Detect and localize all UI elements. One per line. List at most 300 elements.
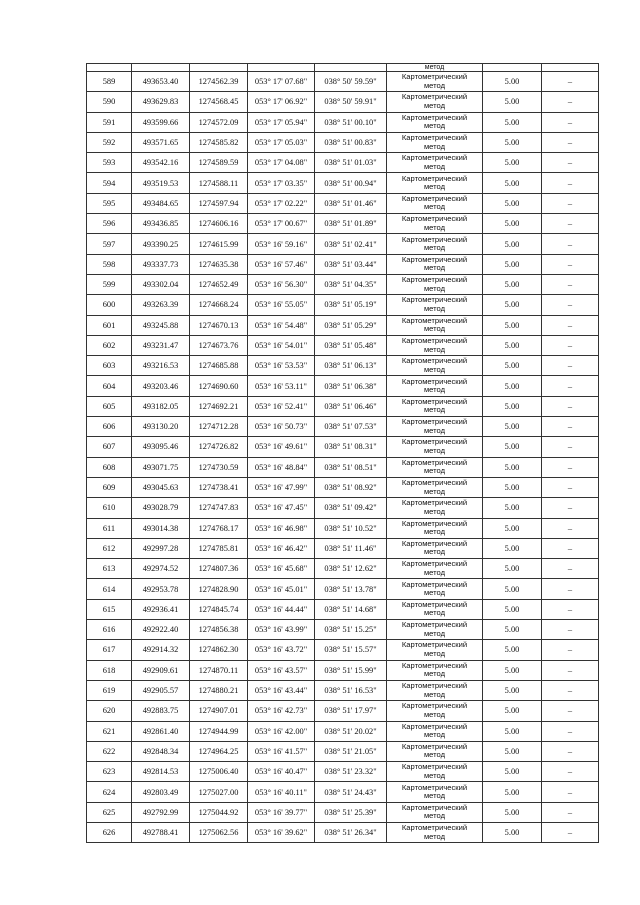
method-cell (387, 376, 483, 396)
method-line2: метод (423, 425, 446, 435)
method-line2: метод (423, 506, 446, 516)
accuracy-cell: 5.00 (483, 234, 542, 254)
method-line2: метод (423, 222, 446, 232)
method-line2: метод (423, 689, 446, 699)
longitude-cell: 038° 51' 09.42" (315, 498, 387, 518)
latitude-cell: 053° 16' 49.61" (248, 437, 315, 457)
x-coordinate-cell: 493245.88 (132, 315, 190, 335)
method-cell (387, 822, 483, 842)
accuracy-cell: 5.00 (483, 782, 542, 802)
longitude-cell: 038° 51' 00.83" (315, 132, 387, 152)
latitude-cell: 053° 16' 54.48" (248, 315, 315, 335)
longitude-cell: 038° 51' 05.19" (315, 295, 387, 315)
method-line2: метод (423, 121, 446, 131)
accuracy-cell: 5.00 (483, 295, 542, 315)
dash-cell: – (542, 498, 599, 518)
latitude-cell: 053° 16' 57.46" (248, 254, 315, 274)
x-coordinate-cell: 492814.53 (132, 762, 190, 782)
table-row (87, 559, 599, 579)
point-number-cell: 601 (87, 315, 132, 335)
x-coordinate-cell: 493599.66 (132, 112, 190, 132)
dash-cell: – (542, 599, 599, 619)
cell (542, 64, 599, 72)
table-row (87, 640, 599, 660)
longitude-cell: 038° 51' 23.32" (315, 762, 387, 782)
y-coordinate-cell: 1275062.56 (190, 822, 248, 842)
accuracy-cell: 5.00 (483, 741, 542, 761)
table-row (87, 376, 599, 396)
y-coordinate-cell: 1274589.59 (190, 153, 248, 173)
method-cell (387, 782, 483, 802)
longitude-cell: 038° 50' 59.91" (315, 92, 387, 112)
longitude-cell: 038° 51' 13.78" (315, 579, 387, 599)
dash-cell: – (542, 701, 599, 721)
method-line2: метод (423, 791, 446, 801)
table-row (87, 396, 599, 416)
point-number-cell: 611 (87, 518, 132, 538)
method-cell (387, 559, 483, 579)
table-row (87, 72, 599, 92)
latitude-cell: 053° 16' 42.00" (248, 721, 315, 741)
latitude-cell: 053° 16' 45.01" (248, 579, 315, 599)
longitude-cell: 038° 51' 10.52" (315, 518, 387, 538)
latitude-cell: 053° 16' 56.30" (248, 274, 315, 294)
point-number-cell: 620 (87, 701, 132, 721)
longitude-cell: 038° 51' 15.25" (315, 620, 387, 640)
method-line1: Картометрический (401, 741, 468, 751)
point-number-cell: 603 (87, 356, 132, 376)
dash-cell: – (542, 660, 599, 680)
method-line2: метод (423, 161, 446, 171)
latitude-cell: 053° 16' 43.72" (248, 640, 315, 660)
method-line2: метод (423, 831, 446, 841)
point-number-cell: 608 (87, 457, 132, 477)
x-coordinate-cell: 493028.79 (132, 498, 190, 518)
latitude-cell: 053° 16' 43.44" (248, 680, 315, 700)
table-row (87, 437, 599, 457)
table-row (87, 579, 599, 599)
accuracy-cell: 5.00 (483, 538, 542, 558)
y-coordinate-cell: 1274880.21 (190, 680, 248, 700)
dash-cell: – (542, 579, 599, 599)
latitude-cell: 053° 16' 39.77" (248, 802, 315, 822)
method-line1: Картометрический (401, 478, 468, 488)
method-line1: Картометрический (401, 559, 468, 569)
longitude-cell: 038° 51' 24.43" (315, 782, 387, 802)
dash-cell: – (542, 335, 599, 355)
longitude-cell: 038° 51' 14.68" (315, 599, 387, 619)
x-coordinate-cell: 493231.47 (132, 335, 190, 355)
method-cell (387, 295, 483, 315)
latitude-cell: 053° 17' 00.67" (248, 214, 315, 234)
method-line1: Картометрический (401, 579, 468, 589)
point-number-cell: 600 (87, 295, 132, 315)
dash-cell: – (542, 417, 599, 437)
y-coordinate-cell: 1274862.30 (190, 640, 248, 660)
cell (315, 64, 387, 72)
table-row (87, 295, 599, 315)
method-line1: Картометрический (401, 802, 468, 812)
method-cell (387, 173, 483, 193)
method-line1: Картометрический (401, 214, 468, 224)
longitude-cell: 038° 51' 03.44" (315, 254, 387, 274)
point-number-cell: 613 (87, 559, 132, 579)
latitude-cell: 053° 16' 53.11" (248, 376, 315, 396)
method-cell (387, 274, 483, 294)
longitude-cell: 038° 51' 25.39" (315, 802, 387, 822)
method-cell (387, 92, 483, 112)
latitude-cell: 053° 17' 06.92" (248, 92, 315, 112)
table-row (87, 315, 599, 335)
method-line1: Картометрический (401, 823, 468, 833)
point-number-cell: 614 (87, 579, 132, 599)
method-cell (387, 64, 483, 72)
latitude-cell: 053° 17' 04.08" (248, 153, 315, 173)
longitude-cell: 038° 51' 26.34" (315, 822, 387, 842)
y-coordinate-cell: 1274907.01 (190, 701, 248, 721)
point-number-cell: 625 (87, 802, 132, 822)
table-row (87, 762, 599, 782)
point-number-cell: 599 (87, 274, 132, 294)
dash-cell: – (542, 112, 599, 132)
accuracy-cell: 5.00 (483, 518, 542, 538)
y-coordinate-cell: 1274668.24 (190, 295, 248, 315)
point-number-cell: 591 (87, 112, 132, 132)
y-coordinate-cell: 1274726.82 (190, 437, 248, 457)
longitude-cell: 038° 51' 01.89" (315, 214, 387, 234)
method-cell (387, 396, 483, 416)
method-cell (387, 477, 483, 497)
latitude-cell: 053° 16' 43.99" (248, 620, 315, 640)
y-coordinate-cell: 1275027.00 (190, 782, 248, 802)
method-cell (387, 112, 483, 132)
longitude-cell: 038° 51' 21.05" (315, 741, 387, 761)
dash-cell: – (542, 822, 599, 842)
method-line2: метод (423, 770, 446, 780)
accuracy-cell: 5.00 (483, 559, 542, 579)
dash-cell: – (542, 396, 599, 416)
x-coordinate-cell: 492997.28 (132, 538, 190, 558)
accuracy-cell: 5.00 (483, 721, 542, 741)
table-row (87, 274, 599, 294)
method-line1: Картометрический (401, 193, 468, 203)
dash-cell: – (542, 538, 599, 558)
point-number-cell: 604 (87, 376, 132, 396)
point-number-cell: 605 (87, 396, 132, 416)
method-line2: метод (423, 344, 446, 354)
table-row (87, 417, 599, 437)
method-line1: Картометрический (401, 376, 468, 386)
latitude-cell: 053° 16' 39.62" (248, 822, 315, 842)
method-cell (387, 72, 483, 92)
y-coordinate-cell: 1274673.76 (190, 335, 248, 355)
method-cell (387, 762, 483, 782)
accuracy-cell: 5.00 (483, 173, 542, 193)
point-number-cell: 618 (87, 660, 132, 680)
y-coordinate-cell: 1274652.49 (190, 274, 248, 294)
method-line2: метод (423, 466, 446, 476)
method-line1: Картометрический (401, 133, 468, 143)
method-cell (387, 214, 483, 234)
longitude-cell: 038° 51' 16.53" (315, 680, 387, 700)
method-line1: Картометрический (401, 538, 468, 548)
dash-cell: – (542, 640, 599, 660)
method-cell (387, 741, 483, 761)
accuracy-cell: 5.00 (483, 660, 542, 680)
accuracy-cell: 5.00 (483, 477, 542, 497)
method-line1: Картометрический (401, 173, 468, 183)
method-line2: метод (423, 100, 446, 110)
table-row (87, 822, 599, 842)
accuracy-cell: 5.00 (483, 457, 542, 477)
continued-row (87, 64, 599, 72)
table-row (87, 153, 599, 173)
accuracy-cell: 5.00 (483, 620, 542, 640)
method-line2: метод (423, 80, 446, 90)
cell (190, 64, 248, 72)
dash-cell: – (542, 72, 599, 92)
dash-cell: – (542, 782, 599, 802)
point-number-cell: 621 (87, 721, 132, 741)
x-coordinate-cell: 492848.34 (132, 741, 190, 761)
y-coordinate-cell: 1274685.88 (190, 356, 248, 376)
longitude-cell: 038° 51' 15.99" (315, 660, 387, 680)
x-coordinate-cell: 492909.61 (132, 660, 190, 680)
latitude-cell: 053° 16' 47.45" (248, 498, 315, 518)
point-number-cell: 622 (87, 741, 132, 761)
point-number-cell: 624 (87, 782, 132, 802)
dash-cell: – (542, 477, 599, 497)
method-cell (387, 640, 483, 660)
method-line1: Картометрический (401, 681, 468, 691)
point-number-cell: 619 (87, 680, 132, 700)
table-row (87, 701, 599, 721)
method-line1: Картометрический (401, 92, 468, 102)
y-coordinate-cell: 1274670.13 (190, 315, 248, 335)
longitude-cell: 038° 51' 00.10" (315, 112, 387, 132)
accuracy-cell: 5.00 (483, 376, 542, 396)
dash-cell: – (542, 762, 599, 782)
method-line1: Картометрический (401, 72, 468, 82)
method-line1: Картометрический (401, 254, 468, 264)
y-coordinate-cell: 1274944.99 (190, 721, 248, 741)
point-number-cell: 592 (87, 132, 132, 152)
method-cell (387, 193, 483, 213)
y-coordinate-cell: 1274768.17 (190, 518, 248, 538)
latitude-cell: 053° 16' 40.11" (248, 782, 315, 802)
point-number-cell: 617 (87, 640, 132, 660)
y-coordinate-cell: 1274690.60 (190, 376, 248, 396)
accuracy-cell: 5.00 (483, 802, 542, 822)
longitude-cell: 038° 51' 06.13" (315, 356, 387, 376)
table-row (87, 234, 599, 254)
accuracy-cell: 5.00 (483, 498, 542, 518)
latitude-cell: 053° 16' 41.57" (248, 741, 315, 761)
x-coordinate-cell: 492922.40 (132, 620, 190, 640)
dash-cell: – (542, 153, 599, 173)
y-coordinate-cell: 1275006.40 (190, 762, 248, 782)
latitude-cell: 053° 17' 07.68" (248, 72, 315, 92)
latitude-cell: 053° 16' 44.44" (248, 599, 315, 619)
accuracy-cell: 5.00 (483, 132, 542, 152)
x-coordinate-cell: 492953.78 (132, 579, 190, 599)
y-coordinate-cell: 1274870.11 (190, 660, 248, 680)
accuracy-cell: 5.00 (483, 254, 542, 274)
dash-cell: – (542, 437, 599, 457)
method-line1: Картометрический (401, 782, 468, 792)
dash-cell: – (542, 356, 599, 376)
cell (132, 64, 190, 72)
dash-cell: – (542, 721, 599, 741)
dash-cell: – (542, 680, 599, 700)
latitude-cell: 053° 16' 59.16" (248, 234, 315, 254)
method-line1: Картометрический (401, 620, 468, 630)
dash-cell: – (542, 214, 599, 234)
method-line2: метод (423, 243, 446, 253)
x-coordinate-cell: 492792.99 (132, 802, 190, 822)
method-line1: Картометрический (401, 315, 468, 325)
accuracy-cell: 5.00 (483, 193, 542, 213)
latitude-cell: 053° 16' 53.53" (248, 356, 315, 376)
y-coordinate-cell: 1274606.16 (190, 214, 248, 234)
x-coordinate-cell: 493045.63 (132, 477, 190, 497)
point-number-cell: 623 (87, 762, 132, 782)
latitude-cell: 053° 17' 03.35" (248, 173, 315, 193)
longitude-cell: 038° 51' 00.94" (315, 173, 387, 193)
y-coordinate-cell: 1274785.81 (190, 538, 248, 558)
x-coordinate-cell: 493519.53 (132, 173, 190, 193)
x-coordinate-cell: 493071.75 (132, 457, 190, 477)
point-number-cell: 598 (87, 254, 132, 274)
table-row (87, 112, 599, 132)
longitude-cell: 038° 51' 06.38" (315, 376, 387, 396)
longitude-cell: 038° 50' 59.59" (315, 72, 387, 92)
dash-cell: – (542, 376, 599, 396)
x-coordinate-cell: 492974.52 (132, 559, 190, 579)
point-number-cell: 609 (87, 477, 132, 497)
dash-cell: – (542, 132, 599, 152)
method-cell (387, 356, 483, 376)
table-row (87, 660, 599, 680)
method-cell (387, 538, 483, 558)
method-cell (387, 335, 483, 355)
y-coordinate-cell: 1274588.11 (190, 173, 248, 193)
method-cell (387, 315, 483, 335)
cell (248, 64, 315, 72)
accuracy-cell: 5.00 (483, 335, 542, 355)
method-line2: метод (423, 303, 446, 313)
dash-cell: – (542, 457, 599, 477)
point-number-cell: 589 (87, 72, 132, 92)
longitude-cell: 038° 51' 01.03" (315, 153, 387, 173)
latitude-cell: 053° 16' 50.73" (248, 417, 315, 437)
dash-cell: – (542, 254, 599, 274)
point-number-cell: 606 (87, 417, 132, 437)
accuracy-cell: 5.00 (483, 396, 542, 416)
method-line2: метод (423, 141, 446, 151)
method-line2: метод (424, 63, 445, 71)
x-coordinate-cell: 493263.39 (132, 295, 190, 315)
point-number-cell: 597 (87, 234, 132, 254)
dash-cell: – (542, 295, 599, 315)
x-coordinate-cell: 492803.49 (132, 782, 190, 802)
method-line1: Картометрический (401, 518, 468, 528)
longitude-cell: 038° 51' 02.41" (315, 234, 387, 254)
method-line1: Картометрический (401, 112, 468, 122)
dash-cell: – (542, 92, 599, 112)
method-line1: Картометрический (401, 153, 468, 163)
x-coordinate-cell: 493182.05 (132, 396, 190, 416)
method-line1: Картометрический (401, 498, 468, 508)
point-number-cell: 615 (87, 599, 132, 619)
method-cell (387, 620, 483, 640)
table-row (87, 457, 599, 477)
latitude-cell: 053° 17' 05.94" (248, 112, 315, 132)
accuracy-cell: 5.00 (483, 762, 542, 782)
accuracy-cell: 5.00 (483, 72, 542, 92)
coordinates-table (86, 63, 599, 843)
y-coordinate-cell: 1274692.21 (190, 396, 248, 416)
longitude-cell: 038° 51' 17.97" (315, 701, 387, 721)
point-number-cell: 616 (87, 620, 132, 640)
x-coordinate-cell: 493095.46 (132, 437, 190, 457)
point-number-cell: 595 (87, 193, 132, 213)
x-coordinate-cell: 493337.73 (132, 254, 190, 274)
longitude-cell: 038° 51' 08.31" (315, 437, 387, 457)
accuracy-cell: 5.00 (483, 214, 542, 234)
table-row (87, 538, 599, 558)
y-coordinate-cell: 1274807.36 (190, 559, 248, 579)
method-cell (387, 721, 483, 741)
method-line1: Картометрический (401, 356, 468, 366)
point-number-cell: 612 (87, 538, 132, 558)
method-line2: метод (423, 567, 446, 577)
y-coordinate-cell: 1274712.28 (190, 417, 248, 437)
dash-cell: – (542, 234, 599, 254)
method-cell (387, 701, 483, 721)
table-row (87, 335, 599, 355)
x-coordinate-cell: 492883.75 (132, 701, 190, 721)
x-coordinate-cell: 492914.32 (132, 640, 190, 660)
table-row (87, 721, 599, 741)
method-cell (387, 660, 483, 680)
table-row (87, 620, 599, 640)
method-line1: Картометрический (401, 336, 468, 345)
method-line2: метод (423, 730, 446, 740)
method-line1: Картометрический (401, 417, 468, 427)
x-coordinate-cell: 493571.65 (132, 132, 190, 152)
method-line2: метод (423, 547, 446, 557)
accuracy-cell: 5.00 (483, 356, 542, 376)
x-coordinate-cell: 493130.20 (132, 417, 190, 437)
method-cell (387, 437, 483, 457)
dash-cell: – (542, 802, 599, 822)
dash-cell: – (542, 559, 599, 579)
x-coordinate-cell: 492905.57 (132, 680, 190, 700)
latitude-cell: 053° 16' 40.47" (248, 762, 315, 782)
method-cell (387, 457, 483, 477)
method-line1: Картометрический (401, 660, 468, 670)
accuracy-cell: 5.00 (483, 112, 542, 132)
y-coordinate-cell: 1274845.74 (190, 599, 248, 619)
x-coordinate-cell: 493653.40 (132, 72, 190, 92)
y-coordinate-cell: 1275044.92 (190, 802, 248, 822)
y-coordinate-cell: 1274964.25 (190, 741, 248, 761)
table-row (87, 356, 599, 376)
method-line1: Картометрический (401, 701, 468, 711)
point-number-cell: 607 (87, 437, 132, 457)
longitude-cell: 038° 51' 08.51" (315, 457, 387, 477)
